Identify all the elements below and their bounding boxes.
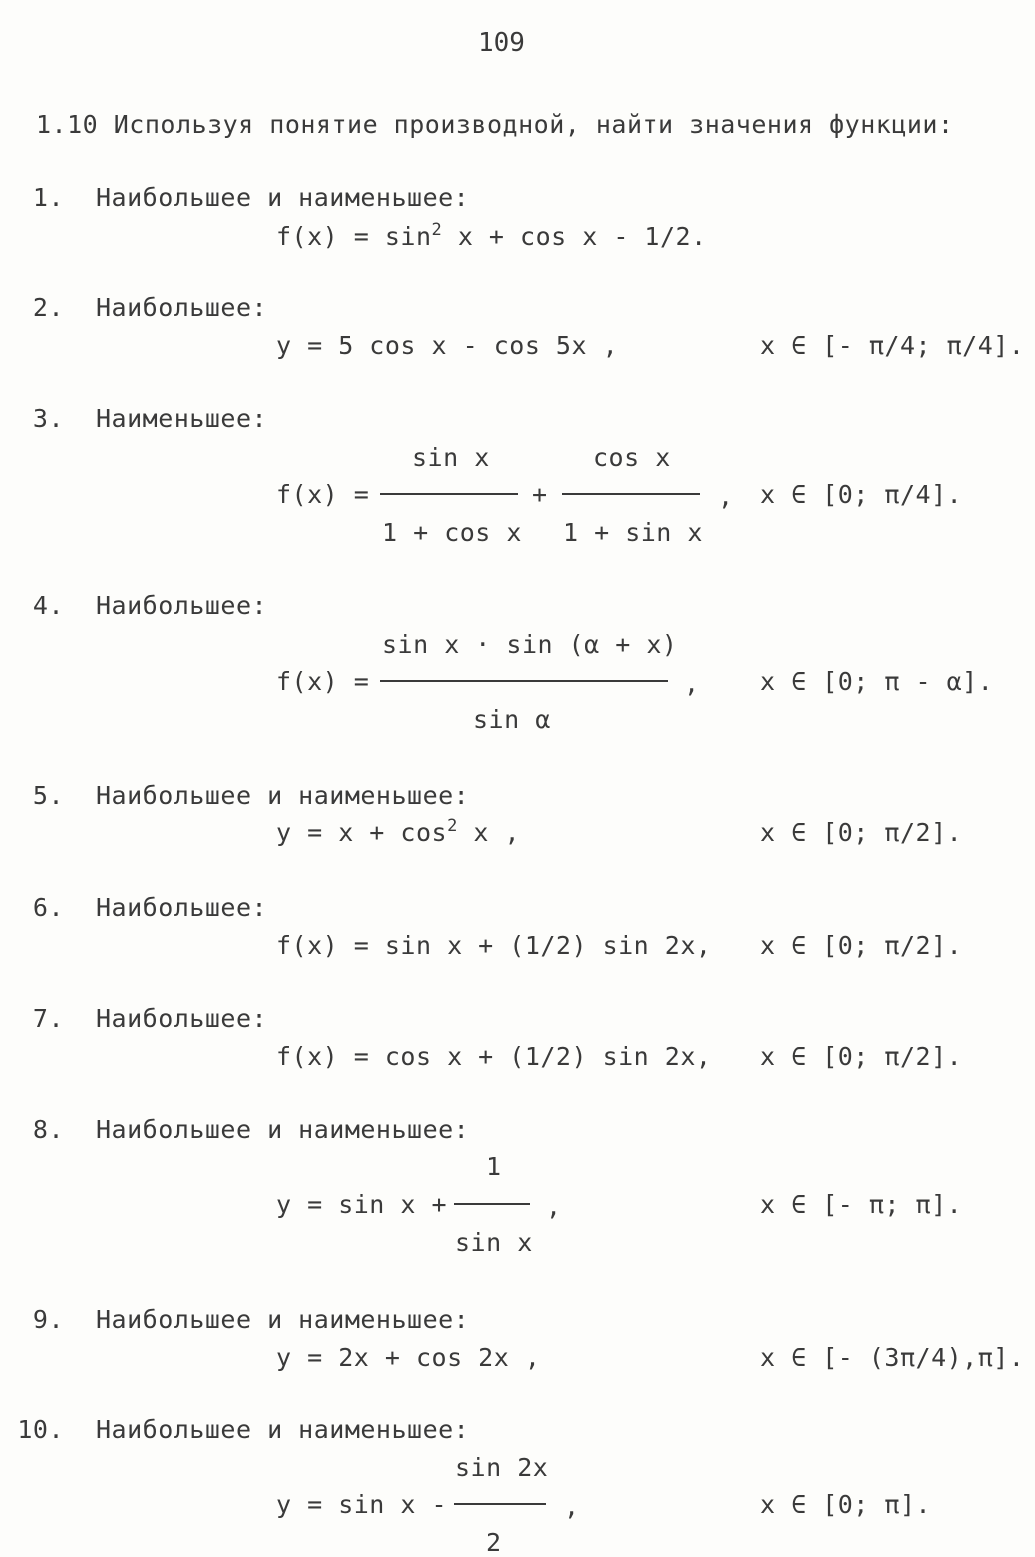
problem-7-formula: f(x) = cos x + (1/2) sin 2x, xyxy=(276,1042,712,1071)
problem-2-title: Наибольшее: xyxy=(96,293,268,322)
problem-2-formula: y = 5 cos x - cos 5x , xyxy=(276,331,619,360)
problem-1-title: Наибольшее и наименьшее: xyxy=(96,183,470,212)
problem-4-comma: , xyxy=(684,669,700,698)
page-number: 109 xyxy=(478,28,525,58)
problem-9-title: Наибольшее и наименьшее: xyxy=(96,1305,470,1334)
problem-1-exponent: 2 xyxy=(431,220,443,240)
problem-2-domain: x ∈ [- π/4; π/4]. xyxy=(760,331,1025,360)
problem-5-title: Наибольшее и наименьшее: xyxy=(96,781,470,810)
problem-9-formula: y = 2x + cos 2x , xyxy=(276,1343,541,1372)
problem-10-lhs: y = sin x - xyxy=(276,1490,448,1519)
problem-8-title: Наибольшее и наименьшее: xyxy=(96,1115,470,1144)
problem-1-rest: x + cos x - 1/2. xyxy=(442,222,707,251)
problem-3-comma: , xyxy=(718,482,734,511)
problem-7-domain: x ∈ [0; π/2]. xyxy=(760,1042,963,1071)
problem-3-fraction-bar-1 xyxy=(380,493,518,495)
problem-10-title: Наибольшее и наименьшее: xyxy=(96,1415,470,1444)
problem-10-domain: x ∈ [0; π]. xyxy=(760,1490,932,1519)
problem-8-numerator: 1 xyxy=(486,1152,502,1181)
problem-10-numerator: sin 2x xyxy=(455,1453,549,1482)
problem-6-number: 6. xyxy=(32,893,64,922)
problem-3-fraction-bar-2 xyxy=(562,493,700,495)
problem-5-domain: x ∈ [0; π/2]. xyxy=(760,818,963,847)
problem-8-number: 8. xyxy=(32,1115,64,1144)
problem-7-number: 7. xyxy=(32,1004,64,1033)
problem-6-formula: f(x) = sin x + (1/2) sin 2x, xyxy=(276,931,712,960)
problem-10-number: 10. xyxy=(17,1415,64,1444)
problem-5-rest: x , xyxy=(457,818,521,847)
problem-4-domain: x ∈ [0; π - α]. xyxy=(760,667,994,696)
problem-3-title: Наименьшее: xyxy=(96,404,268,433)
problem-5-exponent: 2 xyxy=(447,816,458,836)
problem-10-fraction-bar xyxy=(454,1503,546,1505)
problem-8-denominator: sin x xyxy=(455,1228,533,1257)
problem-8-fraction-bar xyxy=(454,1203,530,1205)
problem-10-denominator: 2 xyxy=(486,1528,502,1557)
problem-7-title: Наибольшее: xyxy=(96,1004,268,1033)
problem-3-plus: + xyxy=(532,480,548,509)
problem-8-domain: x ∈ [- π; π]. xyxy=(760,1190,963,1219)
problem-10-comma: , xyxy=(564,1492,580,1521)
problem-4-number: 4. xyxy=(32,591,64,620)
problem-8-comma: , xyxy=(546,1192,562,1221)
problem-5-formula xyxy=(276,818,520,847)
problem-5-number: 5. xyxy=(32,781,64,810)
problem-1-lhs: f(x) = sin xyxy=(276,222,432,251)
problem-2-number: 2. xyxy=(32,293,64,322)
problem-3-numerator-2: cos x xyxy=(593,443,671,472)
problem-3-denominator-2: 1 + sin x xyxy=(563,518,703,547)
problem-3-denominator-1: 1 + cos x xyxy=(382,518,522,547)
problem-4-fraction-bar xyxy=(380,680,668,682)
problem-1-number: 1. xyxy=(32,183,64,212)
problem-5-lhs: y = x + cos xyxy=(276,818,448,847)
section-heading: 1.10 Используя понятие производной, найти значения функции: xyxy=(36,110,954,139)
problem-3-number: 3. xyxy=(32,404,64,433)
problem-1-formula xyxy=(276,222,707,251)
problem-3-numerator-1: sin x xyxy=(412,443,490,472)
problem-6-domain: x ∈ [0; π/2]. xyxy=(760,931,963,960)
problem-4-denominator: sin α xyxy=(473,705,551,734)
problem-3-domain: x ∈ [0; π/4]. xyxy=(760,480,963,509)
problem-4-lhs: f(x) = xyxy=(276,667,370,696)
problem-8-lhs: y = sin x + xyxy=(276,1190,448,1219)
problem-6-title: Наибольшее: xyxy=(96,893,268,922)
problem-4-title: Наибольшее: xyxy=(96,591,268,620)
problem-9-number: 9. xyxy=(32,1305,64,1334)
problem-4-numerator: sin x · sin (α + x) xyxy=(382,630,678,659)
problem-3-lhs: f(x) = xyxy=(276,480,370,509)
problem-9-domain: x ∈ [- (3π/4),π]. xyxy=(760,1343,1025,1372)
